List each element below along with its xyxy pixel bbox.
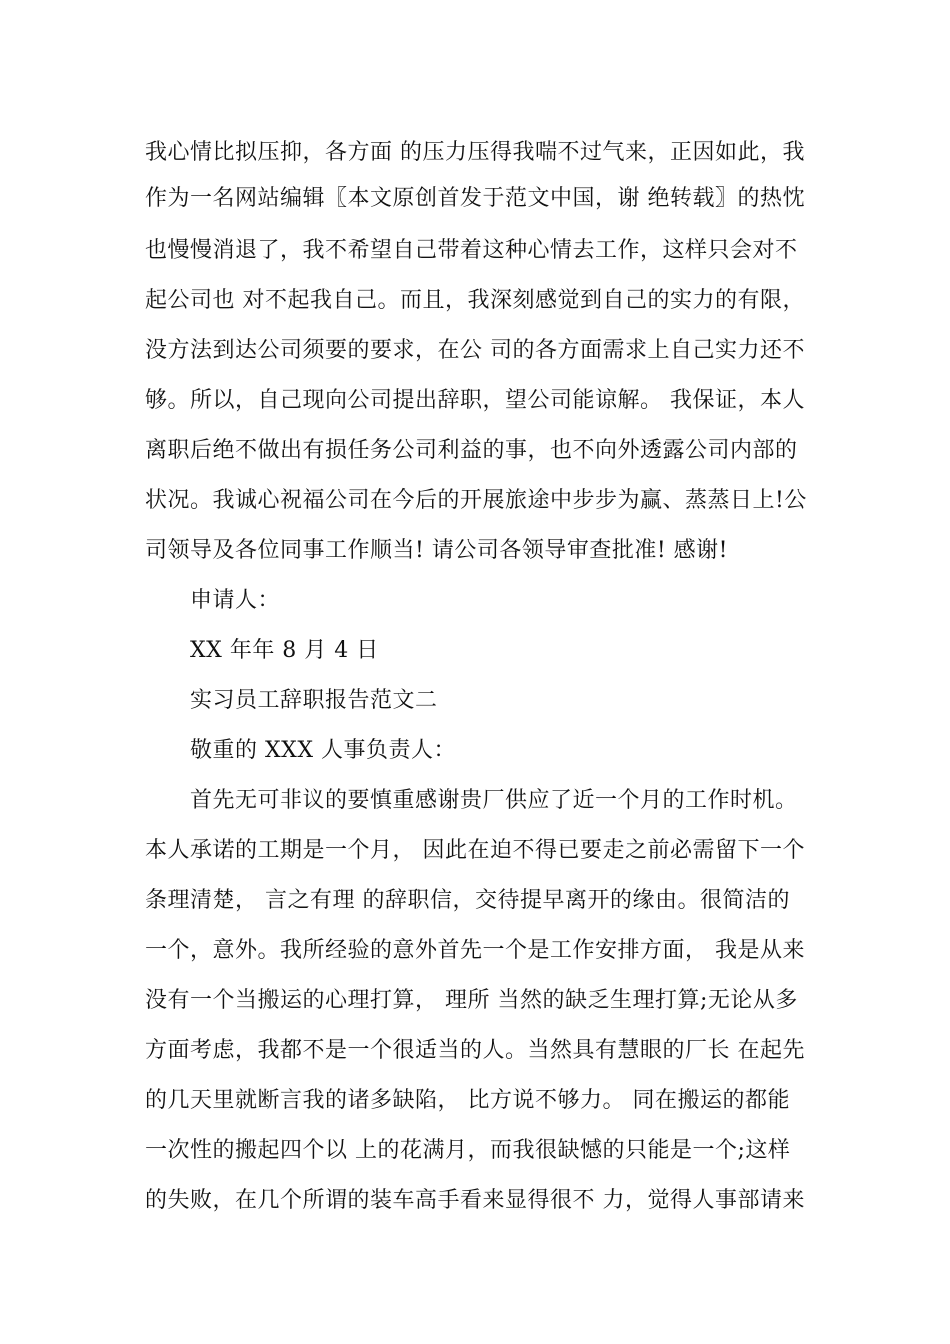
paragraph-line: 首先无可非议的要慎重感谢贵厂供应了近一个月的工作时机。 bbox=[190, 788, 798, 813]
paragraph-line: 没方法到达公司须要的要求，在公 司的各方面需求上自己实力还不 bbox=[145, 338, 805, 363]
paragraph-line: 的失败，在几个所谓的装车高手看来显得很不 力，觉得人事部请来 bbox=[145, 1188, 805, 1213]
paragraph-line: 一次性的搬起四个以 上的花满月，而我很缺憾的只能是一个;这样 bbox=[145, 1138, 791, 1163]
paragraph-line: 也慢慢消退了，我不希望自己带着这种心情去工作，这样只会对不 bbox=[145, 238, 798, 263]
applicant-label: 申请人： bbox=[190, 588, 281, 613]
paragraph-line: 够。所以，自己现向公司提出辞职，望公司能谅解。 我保证，本人 bbox=[145, 388, 805, 413]
date-line: XX 年年 8 月 4 日 bbox=[190, 638, 379, 663]
paragraph-line: 司领导及各位同事工作顺当! 请公司各领导审查批准! 感谢! bbox=[145, 538, 729, 563]
paragraph-line: 离职后绝不做出有损任务公司利益的事，也不向外透露公司内部的 bbox=[145, 438, 798, 463]
paragraph-line: 作为一名网站编辑〖本文原创首发于范文中国，谢 绝转载〗的热忱 bbox=[145, 186, 805, 211]
paragraph-line: 条理清楚， 言之有理 的辞职信，交待提早离开的缘由。很简洁的 bbox=[145, 888, 790, 913]
paragraph-line: 的几天里就断言我的诸多缺陷， 比方说不够力。 同在搬运的都能 bbox=[145, 1088, 790, 1113]
salutation: 敬重的 XXX 人事负责人： bbox=[190, 738, 456, 763]
paragraph-line: 一个，意外。我所经验的意外首先一个是工作安排方面， 我是从来 bbox=[145, 938, 805, 963]
section-title: 实习员工辞职报告范文二 bbox=[190, 688, 438, 713]
paragraph-line: 没有一个当搬运的心理打算， 理所 当然的缺乏生理打算;无论从多 bbox=[145, 988, 798, 1013]
paragraph-line: 状况。我诚心祝福公司在今后的开展旅途中步步为赢、蒸蒸日上!公 bbox=[145, 488, 807, 513]
paragraph-line: 方面考虑，我都不是一个很适当的人。当然具有慧眼的厂长 在起先 bbox=[145, 1038, 805, 1063]
paragraph-line: 我心情比拟压抑，各方面 的压力压得我喘不过气来，正因如此，我 bbox=[145, 140, 805, 165]
paragraph-line: 起公司也 对不起我自己。而且，我深刻感觉到自己的实力的有限， bbox=[145, 288, 805, 313]
paragraph-line: 本人承诺的工期是一个月， 因此在迫不得已要走之前必需留下一个 bbox=[145, 838, 805, 863]
